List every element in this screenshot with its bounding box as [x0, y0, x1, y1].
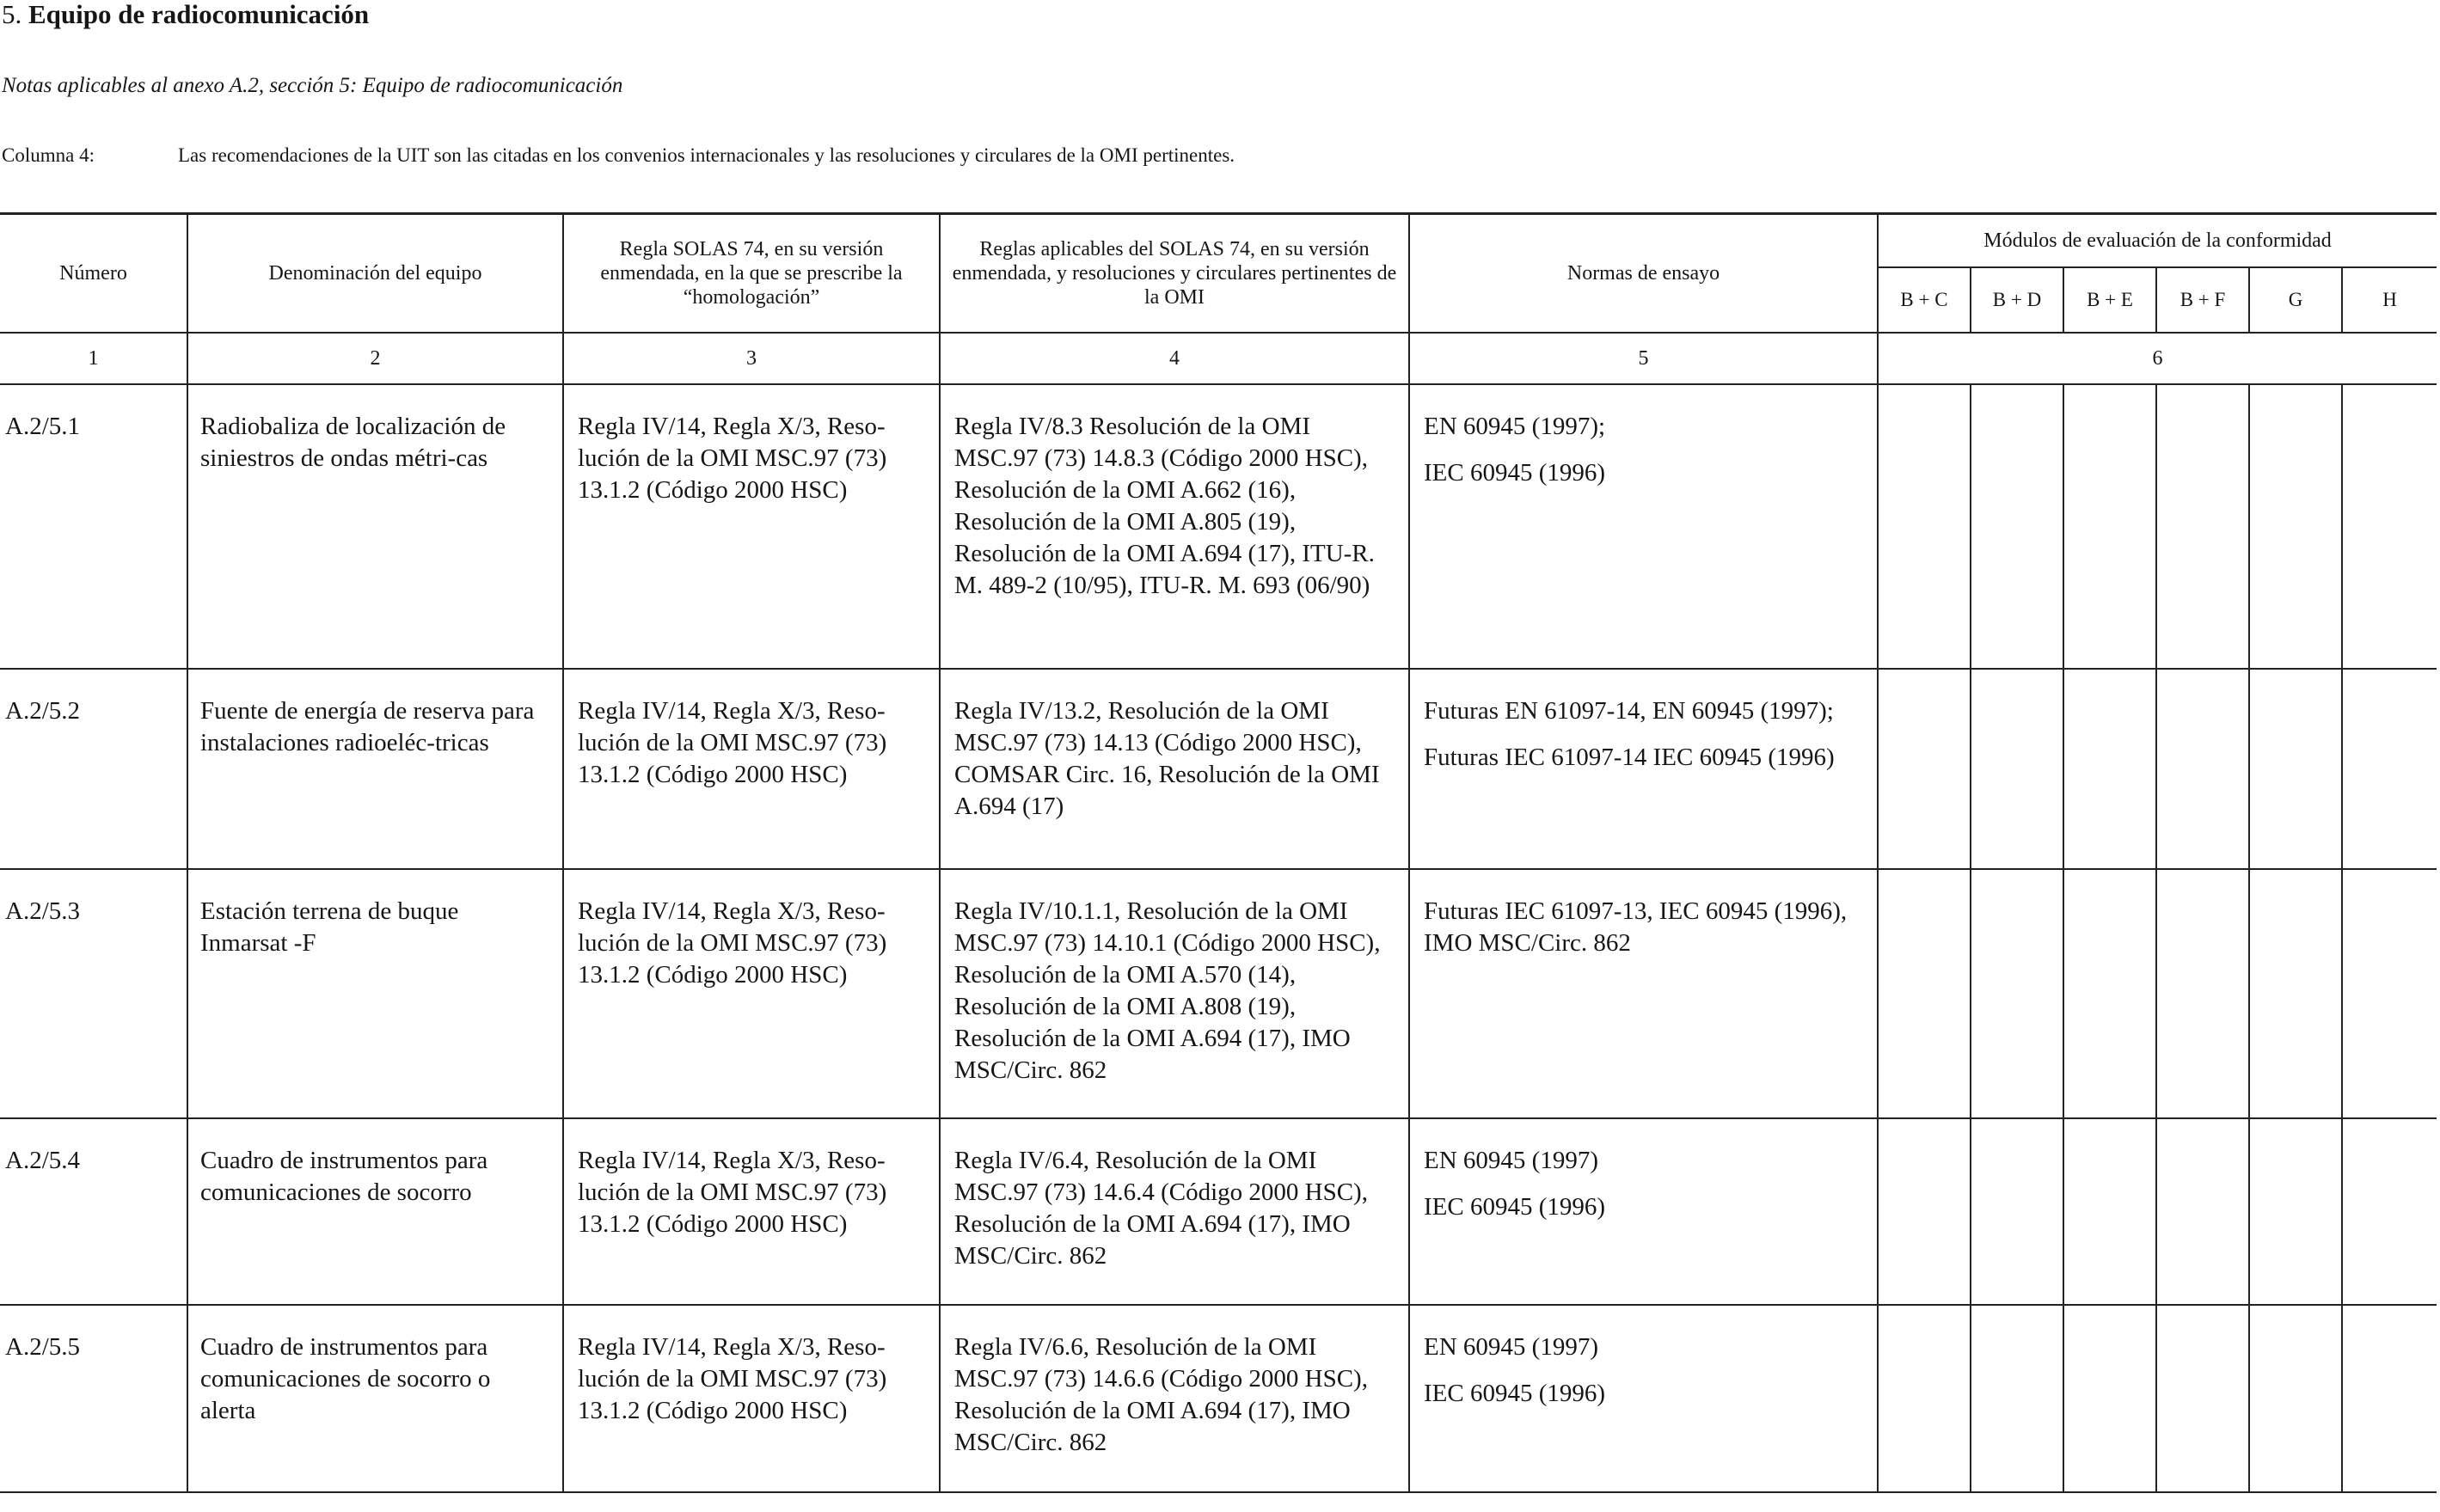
table-row [0, 1118, 2437, 1305]
cell-regla: Regla IV/14, Regla X/3, Reso-lución de la OMI MSC.97 (73) 13.1.2 (Código 2000 HSC) [563, 1305, 940, 1492]
cell-reglas-aplicables: Regla IV/8.3 Resolución de la OMI MSC.97 (73) 14.8.3 (Código 2000 HSC), Resolución de la OMI A.662 (16), Resolución de la OMI A.805 (19), Resolución de la OMI A.694 (17), ITU-R. M. 489-2 (10/95), ITU-R. M. 693 (06/90) [940, 384, 1409, 669]
norma-line: EN 60945 (1997); [1424, 413, 1606, 440]
column-number: 5 [1409, 333, 1878, 384]
cell-reglas-aplicables: Regla IV/6.4, Resolución de la OMI MSC.97 (73) 14.6.4 (Código 2000 HSC), Resolución de la OMI A.694 (17), IMO MSC/Circ. 862 [940, 1118, 1409, 1305]
cell-modulo [1971, 1118, 2063, 1305]
cell-reglas-aplicables: Regla IV/10.1.1, Resolución de la OMI MSC.97 (73) 14.10.1 (Código 2000 HSC), Resolución de la OMI A.570 (14), Resolución de la OMI A.808 (19), Resolución de la OMI A.694 (17), IMO MSC/Circ. 862 [940, 869, 1409, 1118]
cell-denominacion: Estación terrena de buque Inmarsat -F [187, 869, 563, 1118]
column-number: 4 [940, 333, 1409, 384]
cell-modulo [2249, 1305, 2342, 1492]
header-modulo-bc: B + C [1878, 267, 1971, 333]
cell-modulo [2342, 869, 2437, 1118]
cell-normas [1409, 1305, 1878, 1492]
header-modulos: Módulos de evaluación de la conformidad [1878, 214, 2437, 268]
cell-numero: A.2/5.4 [0, 1118, 187, 1305]
cell-normas [1409, 669, 1878, 869]
header-modulo-bf: B + F [2156, 267, 2249, 333]
cell-denominacion: Radiobaliza de localización de siniestros de ondas métri-cas [187, 384, 563, 669]
cell-regla: Regla IV/14, Regla X/3, Reso-lución de la OMI MSC.97 (73) 13.1.2 (Código 2000 HSC) [563, 669, 940, 869]
cell-regla: Regla IV/14, Regla X/3, Reso-lución de la OMI MSC.97 (73) 13.1.2 (Código 2000 HSC) [563, 869, 940, 1118]
cell-modulo [1878, 384, 1971, 669]
cell-regla: Regla IV/14, Regla X/3, Reso-lución de la OMI MSC.97 (73) 13.1.2 (Código 2000 HSC) [563, 1118, 940, 1305]
cell-modulo [1971, 869, 2063, 1118]
cell-modulo [2156, 1305, 2249, 1492]
cell-modulo [2156, 1118, 2249, 1305]
header-modulo-be: B + E [2063, 267, 2156, 333]
norma-line: IEC 60945 (1996) [1424, 459, 1606, 487]
cell-modulo [2063, 1305, 2156, 1492]
cell-normas [1409, 869, 1878, 1118]
cell-modulo [1878, 1118, 1971, 1305]
cell-reglas-aplicables: Regla IV/13.2, Resolución de la OMI MSC.97 (73) 14.13 (Código 2000 HSC), COMSAR Circ. 16, Resolución de la OMI A.694 (17) [940, 669, 1409, 869]
cell-numero: A.2/5.5 [0, 1305, 187, 1492]
norma-line: Futuras EN 61097-14, EN 60945 (1997); [1424, 697, 1834, 725]
column-number: 3 [563, 333, 940, 384]
cell-numero: A.2/5.3 [0, 869, 187, 1118]
header-denominacion: Denominación del equipo [187, 214, 563, 334]
table-row [0, 1305, 2437, 1492]
column4-label: Columna 4: [2, 144, 95, 166]
header-numero: Número [0, 214, 187, 334]
notes-heading: Notas aplicables al anexo A.2, sección 5: Equipo de radiocomunicación [2, 74, 623, 97]
header-normas: Normas de ensayo [1409, 214, 1878, 334]
cell-modulo [2156, 669, 2249, 869]
cell-modulo [1878, 1305, 1971, 1492]
cell-numero: A.2/5.1 [0, 384, 187, 669]
cell-modulo [2063, 669, 2156, 869]
cell-modulo [2342, 669, 2437, 869]
cell-modulo [1971, 669, 2063, 869]
cell-modulo [1971, 384, 2063, 669]
section-title [2, 0, 369, 29]
section-number: 5. [2, 0, 22, 29]
cell-modulo [2063, 1118, 2156, 1305]
header-modulo-h: H [2342, 267, 2437, 333]
cell-modulo [1878, 669, 1971, 869]
column4-note [2, 144, 1721, 168]
norma-line: Futuras IEC 61097-14 IEC 60945 (1996) [1424, 744, 1835, 771]
cell-regla: Regla IV/14, Regla X/3, Reso-lución de la OMI MSC.97 (73) 13.1.2 (Código 2000 HSC) [563, 384, 940, 669]
norma-line: IEC 60945 (1996) [1424, 1380, 1606, 1407]
cell-normas [1409, 384, 1878, 669]
table-row [0, 869, 2437, 1118]
cell-denominacion: Fuente de energía de reserva para instalaciones radioeléc-tricas [187, 669, 563, 869]
header-reglas-aplicables: Reglas aplicables del SOLAS 74, en su versión enmendada, y resoluciones y circulares pertinentes de la OMI [940, 214, 1409, 334]
cell-modulo [2249, 869, 2342, 1118]
cell-modulo [2156, 384, 2249, 669]
cell-modulo [2156, 869, 2249, 1118]
column-number: 6 [1878, 333, 2437, 384]
equipment-table [0, 212, 2437, 1493]
cell-modulo [2249, 384, 2342, 669]
cell-modulo [2249, 1118, 2342, 1305]
cell-numero: A.2/5.2 [0, 669, 187, 869]
norma-line: IEC 60945 (1996) [1424, 1193, 1606, 1221]
header-regla: Regla SOLAS 74, en su versión enmendada, en la que se prescribe la “homologación” [563, 214, 940, 334]
cell-modulo [2063, 869, 2156, 1118]
norma-line: EN 60945 (1997) [1424, 1147, 1598, 1174]
cell-modulo [2342, 384, 2437, 669]
section-title-text: Equipo de radiocomunicación [28, 0, 370, 29]
cell-modulo [1971, 1305, 2063, 1492]
norma-line: EN 60945 (1997) [1424, 1333, 1598, 1361]
cell-modulo [2342, 1305, 2437, 1492]
norma-line: Futuras IEC 61097-13, IEC 60945 (1996), IMO MSC/Circ. 862 [1424, 897, 1848, 957]
cell-modulo [2249, 669, 2342, 869]
cell-modulo [2342, 1118, 2437, 1305]
table-row [0, 384, 2437, 669]
cell-modulo [2063, 384, 2156, 669]
cell-normas [1409, 1118, 1878, 1305]
table-row [0, 669, 2437, 869]
header-modulo-bd: B + D [1971, 267, 2063, 333]
cell-denominacion: Cuadro de instrumentos para comunicaciones de socorro [187, 1118, 563, 1305]
cell-modulo [1878, 869, 1971, 1118]
column-number: 2 [187, 333, 563, 384]
cell-denominacion: Cuadro de instrumentos para comunicaciones de socorro o alerta [187, 1305, 563, 1492]
header-modulo-g: G [2249, 267, 2342, 333]
cell-reglas-aplicables: Regla IV/6.6, Resolución de la OMI MSC.97 (73) 14.6.6 (Código 2000 HSC), Resolución de la OMI A.694 (17), IMO MSC/Circ. 862 [940, 1305, 1409, 1492]
column4-text: Las recomendaciones de la UIT son las citadas en los convenios internacionales y las resoluciones y circulares de la OMI pertinentes. [178, 144, 1235, 166]
column-number: 1 [0, 333, 187, 384]
